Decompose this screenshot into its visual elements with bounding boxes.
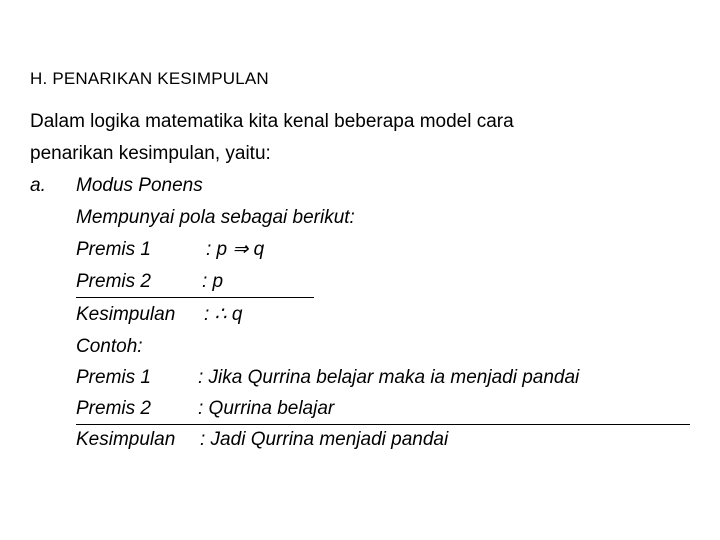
pattern-premis2-label: Premis 2	[76, 271, 151, 292]
pattern-conclusion-value: : ∴ q	[204, 304, 243, 325]
example-premis1-label: Premis 1	[76, 367, 151, 388]
pattern-premis2-value: : p	[202, 271, 224, 292]
example-divider	[76, 424, 690, 425]
item-marker: a.	[30, 175, 46, 196]
example-premis2-value: : Qurrina belajar	[198, 398, 335, 419]
example-conclusion-label: Kesimpulan	[76, 429, 176, 450]
pattern-conclusion-label: Kesimpulan	[76, 304, 176, 325]
intro-line-1: Dalam logika matematika kita kenal beberapa model cara	[30, 111, 514, 132]
pattern-premis1-label: Premis 1	[76, 239, 151, 260]
example-premis1-value: : Jika Qurrina belajar maka ia menjadi pandai	[198, 367, 580, 388]
intro-line-2: penarikan kesimpulan, yaitu:	[30, 143, 271, 164]
example-conclusion-value: : Jadi Qurrina menjadi pandai	[200, 429, 449, 450]
pattern-premis1-value: : p ⇒ q	[206, 239, 265, 260]
pattern-divider	[76, 297, 314, 298]
example-premis2-label: Premis 2	[76, 398, 151, 419]
item-title: Modus Ponens	[76, 175, 203, 196]
pattern-intro: Mempunyai pola sebagai berikut:	[76, 207, 355, 228]
section-heading: H. PENARIKAN KESIMPULAN	[30, 69, 269, 88]
example-heading: Contoh:	[76, 336, 143, 357]
